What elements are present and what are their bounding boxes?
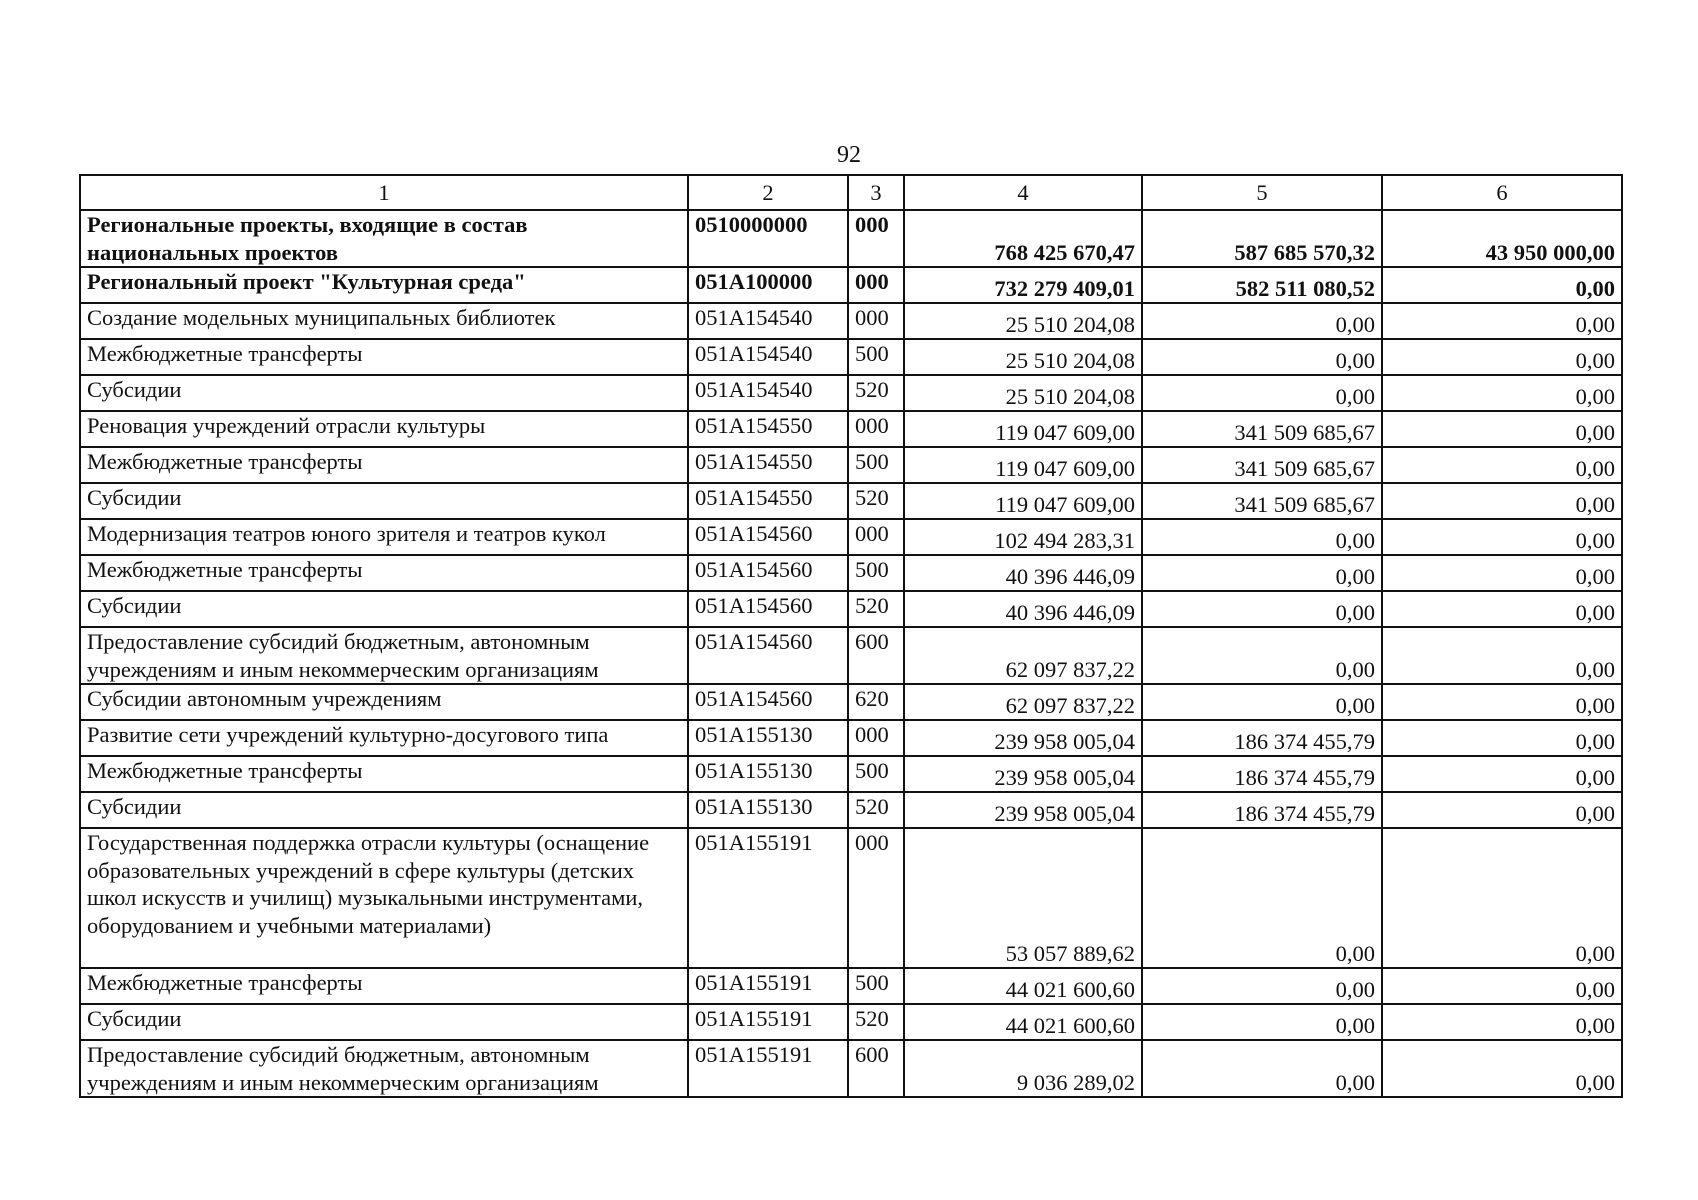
row-value-col6-cell: 0,00 xyxy=(1382,720,1622,756)
row-value-col4-cell: 25 510 204,08 xyxy=(904,375,1142,411)
budget-table xyxy=(79,174,1623,1098)
row-name-cell: Развитие сети учреждений культурно-досугового типа xyxy=(80,720,688,756)
column-header-5: 5 xyxy=(1142,175,1382,210)
row-type-cell: 000 xyxy=(848,267,904,303)
table-row xyxy=(80,1040,1622,1097)
table-row xyxy=(80,591,1622,627)
row-name-cell: Региональные проекты, входящие в состав национальных проектов xyxy=(80,210,688,267)
row-type-cell: 000 xyxy=(848,720,904,756)
row-value-col6-cell: 0,00 xyxy=(1382,267,1622,303)
table-row xyxy=(80,828,1622,968)
row-code-cell: 051A100000 xyxy=(688,267,848,303)
row-code-cell: 051A154560 xyxy=(688,684,848,720)
row-code-cell: 051A155191 xyxy=(688,1004,848,1040)
row-value-col4-cell: 44 021 600,60 xyxy=(904,1004,1142,1040)
table-row xyxy=(80,720,1622,756)
row-name-cell: Межбюджетные трансферты xyxy=(80,339,688,375)
table-row xyxy=(80,411,1622,447)
row-value-col5-cell: 0,00 xyxy=(1142,968,1382,1004)
row-code-cell: 051A154550 xyxy=(688,411,848,447)
row-value-col4-cell: 102 494 283,31 xyxy=(904,519,1142,555)
row-code-cell: 0510000000 xyxy=(688,210,848,267)
row-code-cell: 051A154550 xyxy=(688,483,848,519)
row-value-col6-cell: 0,00 xyxy=(1382,375,1622,411)
table-row xyxy=(80,210,1622,267)
table-row xyxy=(80,555,1622,591)
row-value-col6-cell: 0,00 xyxy=(1382,303,1622,339)
row-value-col5-cell: 0,00 xyxy=(1142,519,1382,555)
table-row xyxy=(80,792,1622,828)
row-value-col6-cell: 0,00 xyxy=(1382,555,1622,591)
row-code-cell: 051A154550 xyxy=(688,447,848,483)
row-value-col6-cell: 0,00 xyxy=(1382,339,1622,375)
row-name-cell: Модернизация театров юного зрителя и театров кукол xyxy=(80,519,688,555)
row-value-col6-cell: 0,00 xyxy=(1382,447,1622,483)
table-row xyxy=(80,1004,1622,1040)
table-row xyxy=(80,267,1622,303)
row-value-col6-cell: 0,00 xyxy=(1382,411,1622,447)
row-value-col5-cell: 0,00 xyxy=(1142,555,1382,591)
row-code-cell: 051A155191 xyxy=(688,968,848,1004)
row-value-col4-cell: 239 958 005,04 xyxy=(904,756,1142,792)
row-value-col5-cell: 587 685 570,32 xyxy=(1142,210,1382,267)
row-value-col6-cell: 0,00 xyxy=(1382,627,1622,684)
table-row xyxy=(80,375,1622,411)
row-value-col5-cell: 0,00 xyxy=(1142,375,1382,411)
table-header xyxy=(80,175,1622,210)
table-row xyxy=(80,483,1622,519)
table-row xyxy=(80,447,1622,483)
row-value-col5-cell: 0,00 xyxy=(1142,828,1382,968)
row-name-cell: Субсидии xyxy=(80,591,688,627)
row-code-cell: 051A155191 xyxy=(688,828,848,968)
row-value-col4-cell: 119 047 609,00 xyxy=(904,483,1142,519)
table-row xyxy=(80,756,1622,792)
row-code-cell: 051A155130 xyxy=(688,720,848,756)
row-type-cell: 520 xyxy=(848,1004,904,1040)
row-type-cell: 000 xyxy=(848,303,904,339)
row-name-cell: Субсидии xyxy=(80,1004,688,1040)
row-name-cell: Реновация учреждений отрасли культуры xyxy=(80,411,688,447)
row-type-cell: 600 xyxy=(848,627,904,684)
row-value-col4-cell: 62 097 837,22 xyxy=(904,627,1142,684)
row-value-col6-cell: 0,00 xyxy=(1382,968,1622,1004)
row-code-cell: 051A154560 xyxy=(688,591,848,627)
row-value-col4-cell: 25 510 204,08 xyxy=(904,339,1142,375)
row-type-cell: 500 xyxy=(848,339,904,375)
row-value-col4-cell: 9 036 289,02 xyxy=(904,1040,1142,1097)
row-name-cell: Предоставление субсидий бюджетным, автономным учреждениям и иным некоммерческим организациям xyxy=(80,1040,688,1097)
row-type-cell: 600 xyxy=(848,1040,904,1097)
row-type-cell: 620 xyxy=(848,684,904,720)
row-value-col4-cell: 40 396 446,09 xyxy=(904,591,1142,627)
row-code-cell: 051A154540 xyxy=(688,339,848,375)
row-name-cell: Субсидии xyxy=(80,483,688,519)
row-value-col5-cell: 0,00 xyxy=(1142,591,1382,627)
row-code-cell: 051A154540 xyxy=(688,375,848,411)
row-value-col4-cell: 239 958 005,04 xyxy=(904,720,1142,756)
row-name-cell: Субсидии xyxy=(80,375,688,411)
row-value-col6-cell: 0,00 xyxy=(1382,828,1622,968)
column-header-6: 6 xyxy=(1382,175,1622,210)
row-type-cell: 000 xyxy=(848,411,904,447)
table-row xyxy=(80,627,1622,684)
row-type-cell: 000 xyxy=(848,210,904,267)
row-code-cell: 051A155191 xyxy=(688,1040,848,1097)
row-value-col4-cell: 119 047 609,00 xyxy=(904,447,1142,483)
row-value-col4-cell: 44 021 600,60 xyxy=(904,968,1142,1004)
table-row xyxy=(80,303,1622,339)
row-value-col6-cell: 0,00 xyxy=(1382,519,1622,555)
row-name-cell: Региональный проект "Культурная среда" xyxy=(80,267,688,303)
table-body xyxy=(80,210,1622,1097)
row-name-cell: Субсидии автономным учреждениям xyxy=(80,684,688,720)
row-name-cell: Межбюджетные трансферты xyxy=(80,447,688,483)
row-code-cell: 051A154560 xyxy=(688,555,848,591)
row-type-cell: 500 xyxy=(848,968,904,1004)
column-header-2: 2 xyxy=(688,175,848,210)
row-value-col5-cell: 0,00 xyxy=(1142,684,1382,720)
row-value-col4-cell: 25 510 204,08 xyxy=(904,303,1142,339)
row-value-col5-cell: 0,00 xyxy=(1142,1004,1382,1040)
row-name-cell: Межбюджетные трансферты xyxy=(80,555,688,591)
row-value-col6-cell: 0,00 xyxy=(1382,756,1622,792)
row-value-col4-cell: 768 425 670,47 xyxy=(904,210,1142,267)
row-code-cell: 051A154560 xyxy=(688,627,848,684)
row-type-cell: 500 xyxy=(848,555,904,591)
row-value-col6-cell: 0,00 xyxy=(1382,1040,1622,1097)
column-header-3: 3 xyxy=(848,175,904,210)
row-name-cell: Межбюджетные трансферты xyxy=(80,756,688,792)
column-number-row xyxy=(80,175,1622,210)
row-value-col5-cell: 186 374 455,79 xyxy=(1142,792,1382,828)
row-value-col6-cell: 0,00 xyxy=(1382,792,1622,828)
row-value-col4-cell: 732 279 409,01 xyxy=(904,267,1142,303)
row-type-cell: 000 xyxy=(848,519,904,555)
row-value-col5-cell: 0,00 xyxy=(1142,303,1382,339)
row-value-col4-cell: 239 958 005,04 xyxy=(904,792,1142,828)
row-value-col6-cell: 0,00 xyxy=(1382,684,1622,720)
column-header-1: 1 xyxy=(80,175,688,210)
row-code-cell: 051A154560 xyxy=(688,519,848,555)
page-number: 92 xyxy=(837,142,861,168)
table-row xyxy=(80,339,1622,375)
row-value-col5-cell: 341 509 685,67 xyxy=(1142,447,1382,483)
row-name-cell: Межбюджетные трансферты xyxy=(80,968,688,1004)
row-name-cell: Государственная поддержка отрасли культуры (оснащение образовательных учреждений в сфере культуры (детских школ искусств и училищ) музыкальными инструментами, оборудованием и учебными материалами) xyxy=(80,828,688,968)
row-value-col5-cell: 341 509 685,67 xyxy=(1142,411,1382,447)
table-row xyxy=(80,968,1622,1004)
row-value-col5-cell: 186 374 455,79 xyxy=(1142,720,1382,756)
row-value-col4-cell: 40 396 446,09 xyxy=(904,555,1142,591)
row-type-cell: 000 xyxy=(848,828,904,968)
row-type-cell: 520 xyxy=(848,591,904,627)
row-value-col5-cell: 186 374 455,79 xyxy=(1142,756,1382,792)
row-value-col5-cell: 0,00 xyxy=(1142,1040,1382,1097)
column-header-4: 4 xyxy=(904,175,1142,210)
row-value-col5-cell: 341 509 685,67 xyxy=(1142,483,1382,519)
row-value-col4-cell: 119 047 609,00 xyxy=(904,411,1142,447)
table-row xyxy=(80,684,1622,720)
row-type-cell: 520 xyxy=(848,375,904,411)
row-value-col6-cell: 0,00 xyxy=(1382,591,1622,627)
row-type-cell: 500 xyxy=(848,447,904,483)
row-name-cell: Субсидии xyxy=(80,792,688,828)
row-value-col6-cell: 0,00 xyxy=(1382,483,1622,519)
row-value-col4-cell: 53 057 889,62 xyxy=(904,828,1142,968)
row-value-col5-cell: 0,00 xyxy=(1142,339,1382,375)
row-value-col4-cell: 62 097 837,22 xyxy=(904,684,1142,720)
row-type-cell: 500 xyxy=(848,756,904,792)
row-name-cell: Создание модельных муниципальных библиотек xyxy=(80,303,688,339)
row-type-cell: 520 xyxy=(848,483,904,519)
row-name-cell: Предоставление субсидий бюджетным, автономным учреждениям и иным некоммерческим организациям xyxy=(80,627,688,684)
row-value-col6-cell: 43 950 000,00 xyxy=(1382,210,1622,267)
row-value-col5-cell: 582 511 080,52 xyxy=(1142,267,1382,303)
table-row xyxy=(80,519,1622,555)
row-type-cell: 520 xyxy=(848,792,904,828)
row-code-cell: 051A155130 xyxy=(688,792,848,828)
row-code-cell: 051A154540 xyxy=(688,303,848,339)
row-code-cell: 051A155130 xyxy=(688,756,848,792)
row-value-col6-cell: 0,00 xyxy=(1382,1004,1622,1040)
row-value-col5-cell: 0,00 xyxy=(1142,627,1382,684)
